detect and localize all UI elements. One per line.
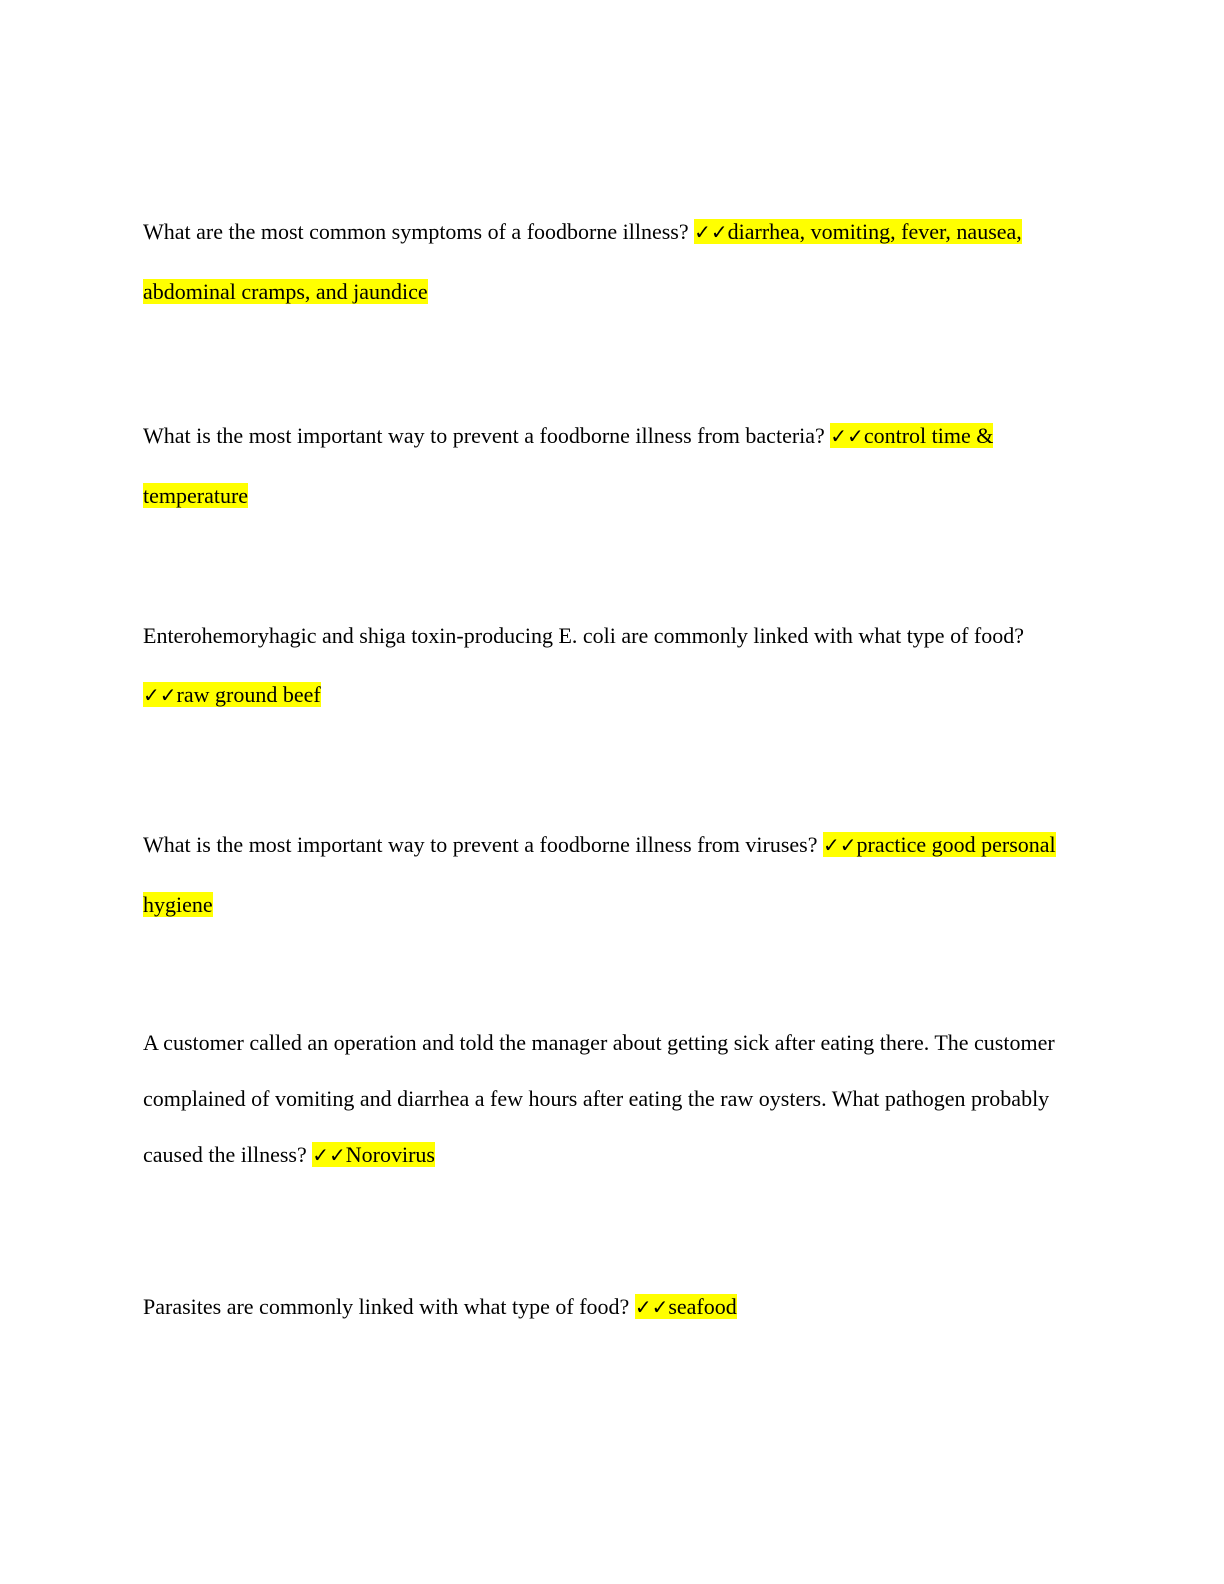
double-check-icon: ✓✓ (634, 1295, 669, 1319)
answer-highlight (312, 1142, 435, 1167)
question-text: What is the most important way to prevent a foodborne illness from viruses? (143, 832, 824, 857)
answer-text: seafood (668, 1294, 737, 1319)
answer-text: control time & temperature (143, 423, 994, 508)
question-text: Parasites are commonly linked with what type of food? (143, 1294, 635, 1319)
answer-text: Norovirus (345, 1142, 435, 1167)
answer-text: practice good personal hygiene (143, 832, 1056, 917)
qa-item (143, 815, 1073, 934)
question-text: What are the most common symptoms of a foodborne illness? (143, 219, 695, 244)
question-text: What is the most important way to prevent a foodborne illness from bacteria? (143, 423, 831, 448)
qa-item (143, 606, 1073, 725)
answer-text: raw ground beef (176, 682, 321, 707)
question-text: A customer called an operation and told the manager about getting sick after eating there. The customer complained of vomiting and diarrhea a few hours after eating the raw oysters. What pathogen probably caused the illness? (143, 1030, 1055, 1167)
answer-text: diarrhea, vomiting, fever, nausea, abdominal cramps, and jaundice (143, 219, 1022, 304)
question-text: Enterohemoryhagic and shiga toxin-producing E. coli are commonly linked with what type of food? (143, 623, 1024, 648)
qa-item (143, 202, 1073, 321)
answer-highlight (143, 682, 321, 707)
qa-item (143, 1015, 1073, 1183)
qa-item (143, 406, 1073, 525)
double-check-icon: ✓✓ (823, 833, 857, 857)
double-check-icon: ✓✓ (312, 1143, 346, 1167)
double-check-icon: ✓✓ (143, 683, 177, 707)
qa-item (143, 1277, 1073, 1337)
double-check-icon: ✓✓ (830, 424, 864, 448)
answer-highlight (635, 1294, 737, 1319)
double-check-icon: ✓✓ (694, 220, 728, 244)
